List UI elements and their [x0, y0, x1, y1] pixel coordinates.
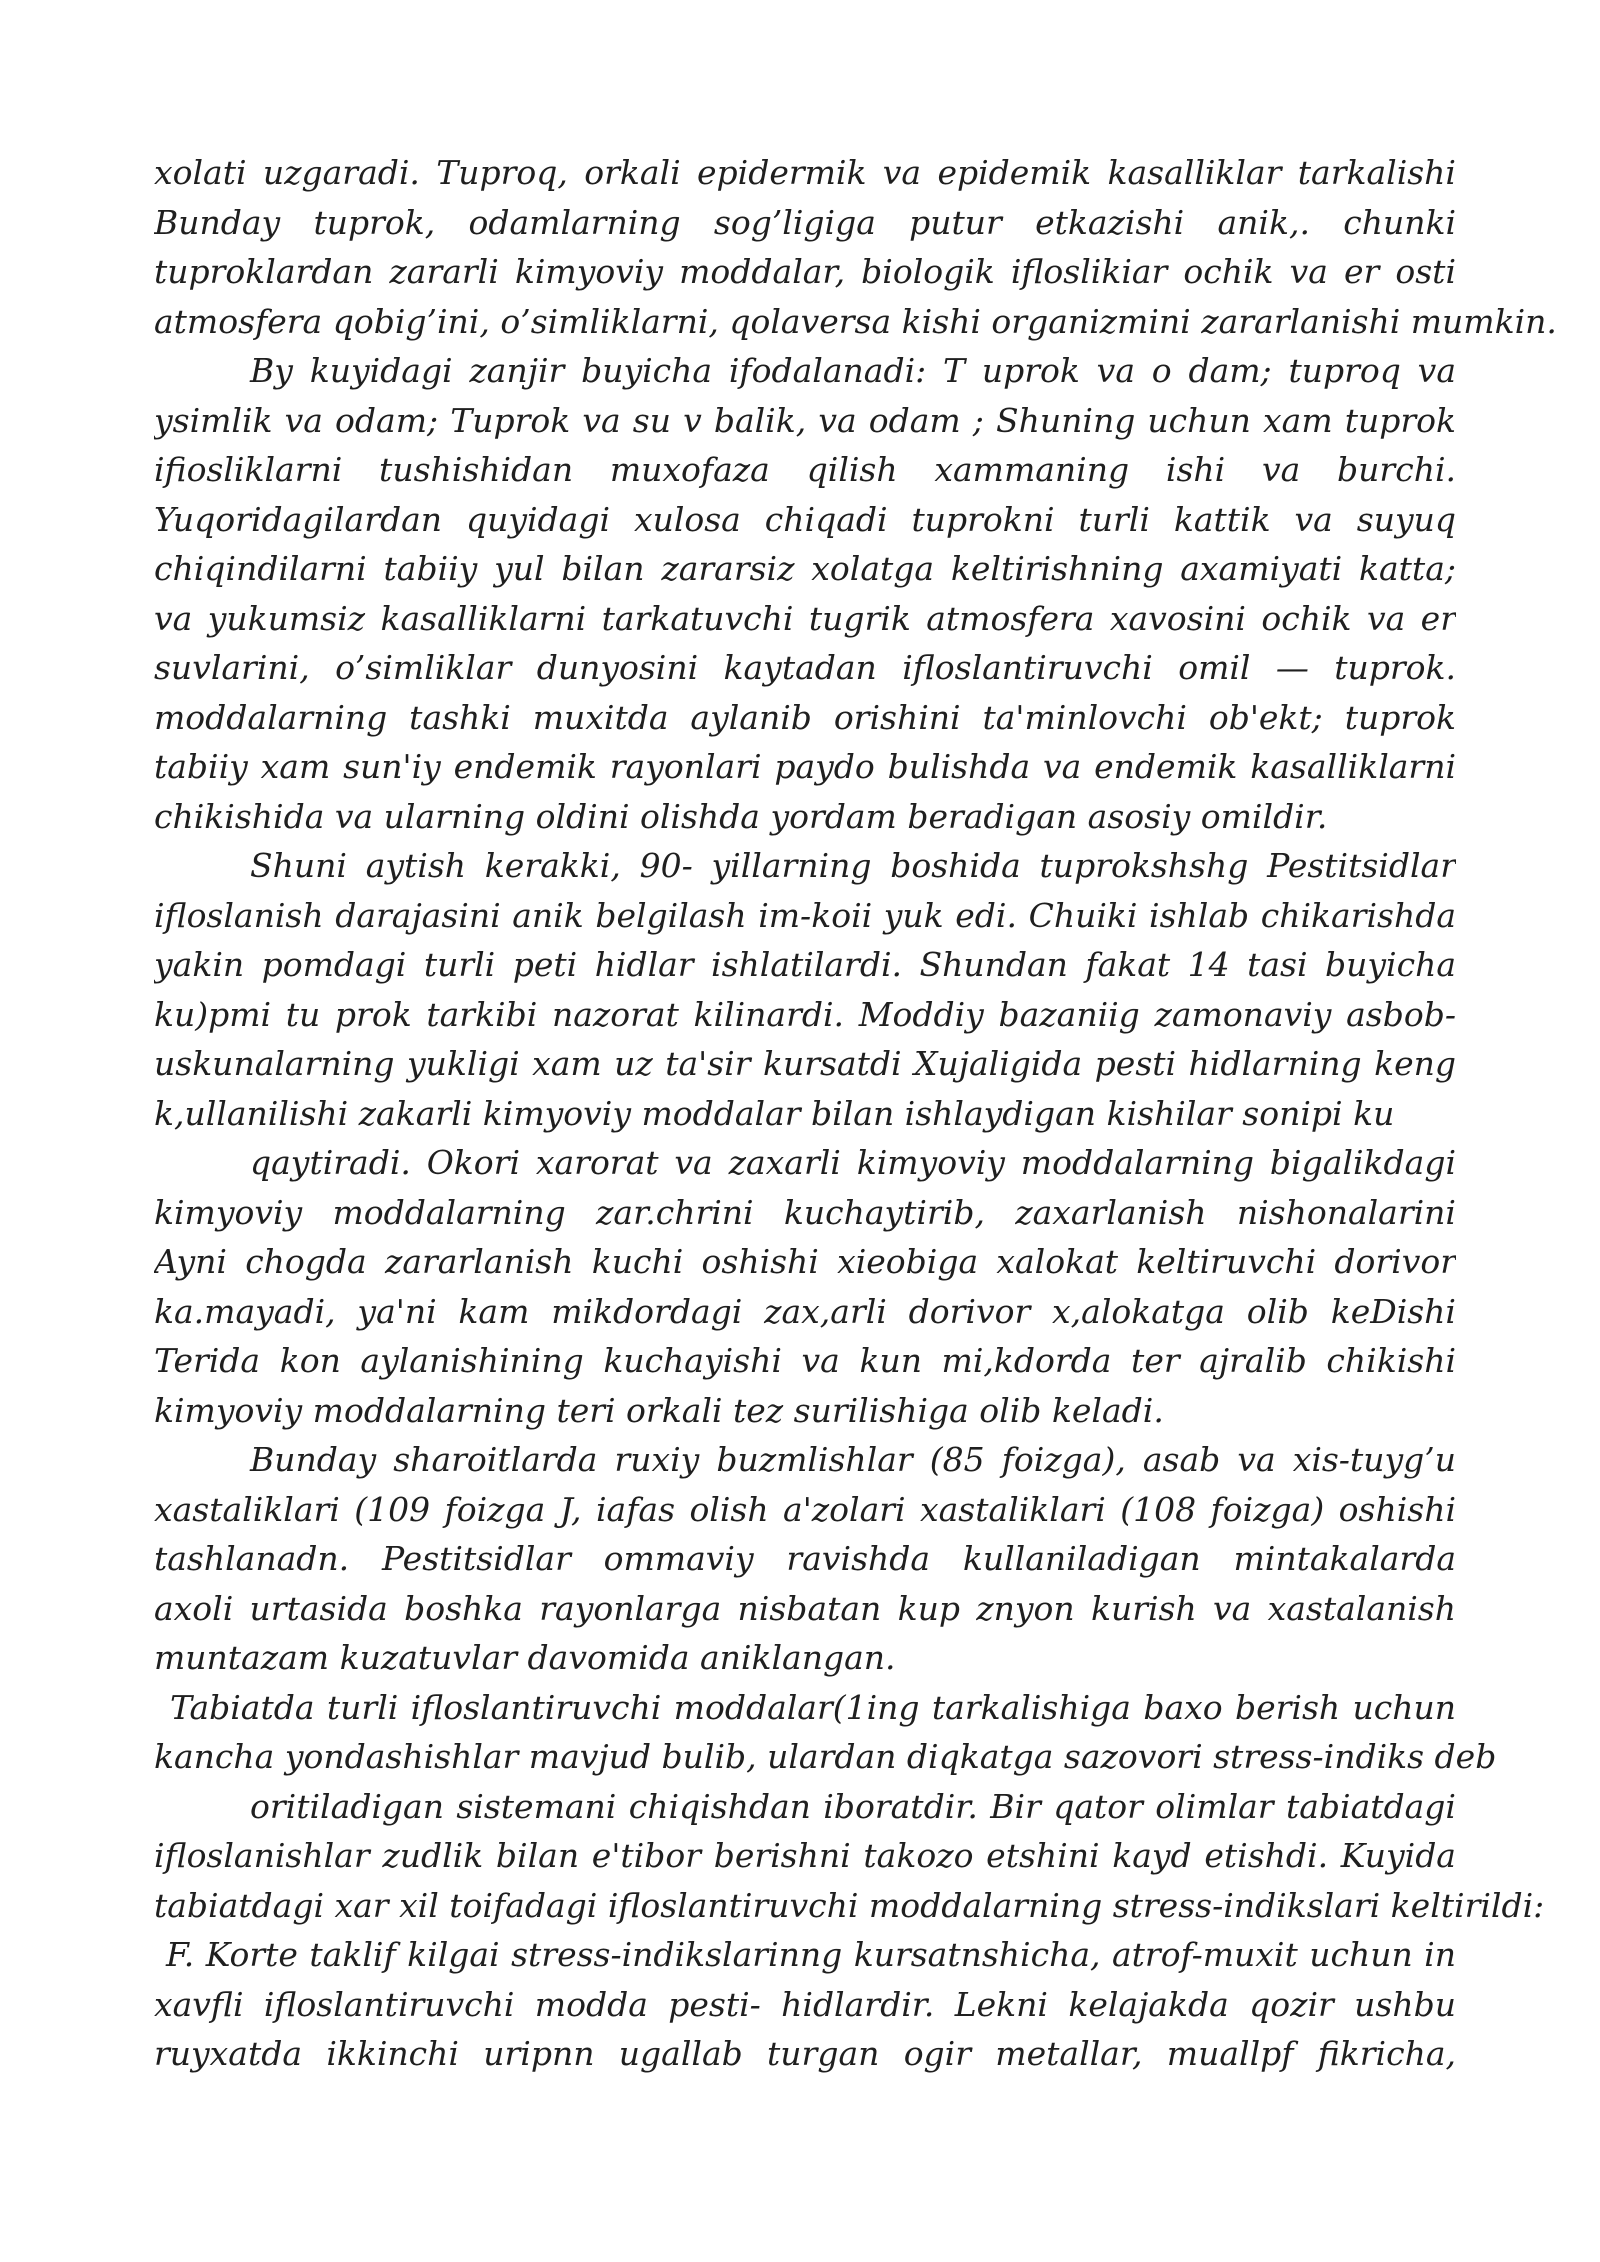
text-line-39: ruyxatda ikkinchi uripnn ugallab turgan ogir metallar, muallpf fikricha, [154, 2034, 1456, 2073]
text-line-4: atmosfera qobig’ini, o’simliklarni, qolaversa kishi organizmini zararlanishi mumkin. [154, 301, 1557, 341]
text-line-14: chikishida va ularning oldini olishda yordam beradigan asosiy omildir. [154, 796, 1328, 836]
text-line-35: ifloslanishlar zudlik bilan e'tibor berishni takozo etshini kayd etishdi. Kuyida [154, 1836, 1456, 1875]
text-line-27: Bunday sharoitlarda ruxiy buzmlishlar (85 foizga), asab va xis-tuyg’u [250, 1440, 1456, 1479]
text-line-24: ka.mayadi, ya'ni kam mikdordagi zax,arli dorivor x,alokatga olib keDishi [154, 1291, 1456, 1331]
text-line-5: By kuyidagi zanjir buyicha ifodalanadi: T uprok va o dam; tuproq va [250, 351, 1456, 390]
text-line-37: F. Korte taklif kilgai stress-indikslarinng kursatnshicha, atrof-muxit uchun in [166, 1935, 1456, 1974]
text-line-6: ysimlik va odam; Tuprok va su v balik, va odam ; Shuning uchun xam tuprok [154, 400, 1456, 440]
text-line-34: oritiladigan sistemani chiqishdan iboratdir. Bir qator olimlar tabiatdagi [250, 1786, 1456, 1826]
text-line-32: Tabiatda turli ifloslantiruvchi moddalar(1ing tarkalishiga baxo berish uchun [170, 1687, 1456, 1727]
text-line-28: xastaliklari (109 foizga J, iafas olish a'zolari xastaliklari (108 foizga) oshishi [154, 1489, 1456, 1529]
text-line-26: kimyoviy moddalarning teri orkali tez surilishiga olib keladi. [154, 1390, 1164, 1430]
text-line-9: chiqindilarni tabiiy yul bilan zararsiz xolatga keltirishning axamiyati katta; [154, 549, 1456, 588]
text-line-8: Yuqoridagilardan quyidagi xulosa chiqadi tuprokni turli kattik va suyuq [154, 499, 1456, 539]
text-line-23: Ayni chogda zararlanish kuchi oshishi xieobiga xalokat keltiruvchi dorivor [154, 1242, 1456, 1281]
text-line-11: suvlarini, o’simliklar dunyosini kaytadan ifloslantiruvchi omil — tuprok. [154, 648, 1456, 687]
text-line-1: xolati uzgaradi. Tuproq, orkali epidermik va epidemik kasalliklar tarkalishi [154, 153, 1456, 192]
text-line-19: uskunalarning yukligi xam uz ta'sir kursatdi Xujaligida pesti hidlarning keng [154, 1044, 1456, 1083]
text-line-25: Terida kon aylanishining kuchayishi va kun mi,kdorda ter ajralib chikishi [154, 1341, 1456, 1380]
text-line-21: qaytiradi. Okori xarorat va zaxarli kimyoviy moddalarning bigalikdagi [250, 1143, 1456, 1182]
text-line-22: kimyoviy moddalarning zar.chrini kuchaytirib, zaxarlanish nishonalarini [154, 1192, 1456, 1232]
text-line-13: tabiiy xam sun'iy endemik rayonlari paydo bulishda va endemik kasalliklarni [154, 747, 1456, 786]
text-line-10: va yukumsiz kasalliklarni tarkatuvchi tugrik atmosfera xavosini ochik va er [154, 598, 1456, 638]
text-line-17: yakin pomdagi turli peti hidlar ishlatilardi. Shundan fakat 14 tasi buyicha [154, 945, 1456, 984]
text-line-18: ku)pmi tu prok tarkibi nazorat kilinardi. Moddiy bazaniig zamonaviy asbob- [154, 994, 1456, 1034]
text-line-31: muntazam kuzatuvlar davomida aniklangan. [154, 1638, 896, 1677]
text-line-12: moddalarning tashki muxitda aylanib orishini ta'minlovchi ob'ekt; tuprok [154, 697, 1456, 737]
text-line-2: Bunday tuprok, odamlarning sog’ligiga putur etkazishi anik,. chunki [154, 202, 1456, 242]
text-line-38: xavfli ifloslantiruvchi modda pesti- hidlardir. Lekni kelajakda qozir ushbu [154, 1984, 1456, 2024]
text-line-15: Shuni aytish kerakki, 90- yillarning boshida tuprokshshg Pestitsidlar [250, 846, 1456, 885]
text-line-20: k,ullanilishi zakarli kimyoviy moddalar bilan ishlaydigan kishilar sonipi ku [154, 1093, 1395, 1133]
text-line-16: ifloslanish darajasini anik belgilash im-koii yuk edi. Chuiki ishlab chikarishda [154, 895, 1456, 935]
text-line-29: tashlanadn. Pestitsidlar ommaviy ravishda kullaniladigan mintakalarda [154, 1539, 1456, 1578]
text-line-33: kancha yondashishlar mavjud bulib, ulardan diqkatga sazovori stress-indiks deb [154, 1737, 1497, 1776]
text-line-30: axoli urtasida boshka rayonlarga nisbatan kup znyon kurish va xastalanish [154, 1588, 1456, 1628]
body-text [154, 148, 1557, 2079]
text-line-36: tabiatdagi xar xil toifadagi ifloslantiruvchi moddalarning stress-indikslari keltirildi: [154, 1885, 1545, 1925]
text-line-3: tuproklardan zararli kimyoviy moddalar, biologik ifloslikiar ochik va er osti [154, 252, 1456, 291]
text-line-7: ifiosliklarni tushishidan muxofaza qilish xammaning ishi va burchi. [154, 450, 1456, 489]
